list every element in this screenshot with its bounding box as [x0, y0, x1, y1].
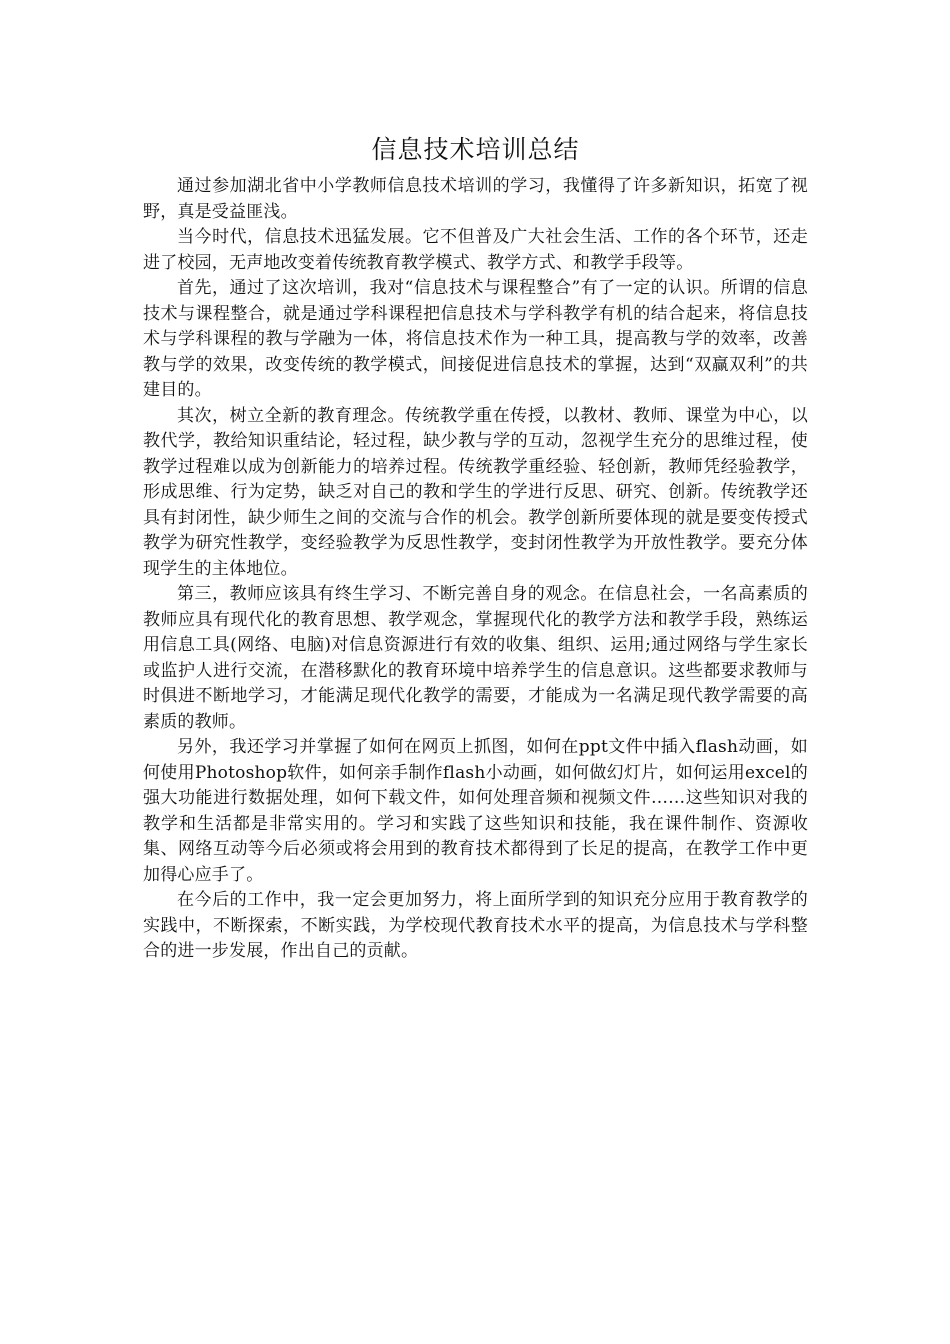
paragraph-intro: 通过参加湖北省中小学教师信息技术培训的学习，我懂得了许多新知识，拓宽了视野，真是受益匪浅。 — [143, 176, 808, 222]
paragraph-first: 首先，通过了这次培训，我对“信息技术与课程整合”有了一定的认识。所谓的信息技术与课程整合，就是通过学科课程把信息技术与学科教学有机的结合起来，将信息技术与学科课程的教与学融为一体，将信息技术作为一种工具，提高教与学的效率，改善教与学的效果，改变传统的教学模式，间接促进信息技术的掌握，达到“双赢双利”的共建目的。 — [143, 278, 808, 400]
paragraph-conclusion: 在今后的工作中，我一定会更加努力，将上面所学到的知识充分应用于教育教学的实践中，不断探索，不断实践，为学校现代教育技术水平的提高，为信息技术与学科整合的进一步发展，作出自己的贡献。 — [143, 890, 808, 961]
paragraph-second: 其次，树立全新的教育理念。传统教学重在传授，以教材、教师、课堂为中心，以教代学，教给知识重结论，轻过程，缺少教与学的互动，忽视学生充分的思维过程，使教学过程难以成为创新能力的培养过程。传统教学重经验、轻创新，教师凭经验教学，形成思维、行为定势，缺乏对自己的教和学生的学进行反思、研究、创新。传统教学还具有封闭性，缺少师生之间的交流与合作的机会。教学创新所要体现的就是要变传授式教学为研究性教学，变经验教学为反思性教学，变封闭性教学为开放性教学。要充分体现学生的主体地位。 — [143, 405, 808, 579]
document-body — [143, 130, 808, 965]
paragraph-third: 第三，教师应该具有终生学习、不断完善自身的观念。在信息社会，一名高素质的教师应具有现代化的教育思想、教学观念，掌握现代化的教学方法和教学手段，熟练运用信息工具(网络、电脑)对信息资源进行有效的收集、组织、运用;通过网络与学生家长或监护人进行交流，在潜移默化的教育环境中培养学生的信息意识。这些都要求教师与时俱进不断地学习，才能满足现代化教学的需要，才能成为一名满足现代教学需要的高素质的教师。 — [143, 584, 808, 732]
page-title: 信息技术培训总结 — [371, 135, 580, 164]
paragraph-era: 当今时代，信息技术迅猛发展。它不但普及广大社会生活、工作的各个环节，还走进了校园，无声地改变着传统教育教学模式、教学方式、和教学手段等。 — [143, 227, 808, 273]
paragraph-additional: 另外，我还学习并掌握了如何在网页上抓图，如何在ppt文件中插入flash动画，如何使用Photoshop软件，如何亲手制作flash小动画，如何做幻灯片，如何运用excel的强大功能进行数据处理，如何下载文件，如何处理音频和视频文件……这些知识对我的教学和生活都是非常实用的。学习和实践了这些知识和技能，我在课件制作、资源收集、网络互动等今后必须或将会用到的教育技术都得到了长足的提高，在教学工作中更加得心应手了。 — [143, 737, 808, 885]
